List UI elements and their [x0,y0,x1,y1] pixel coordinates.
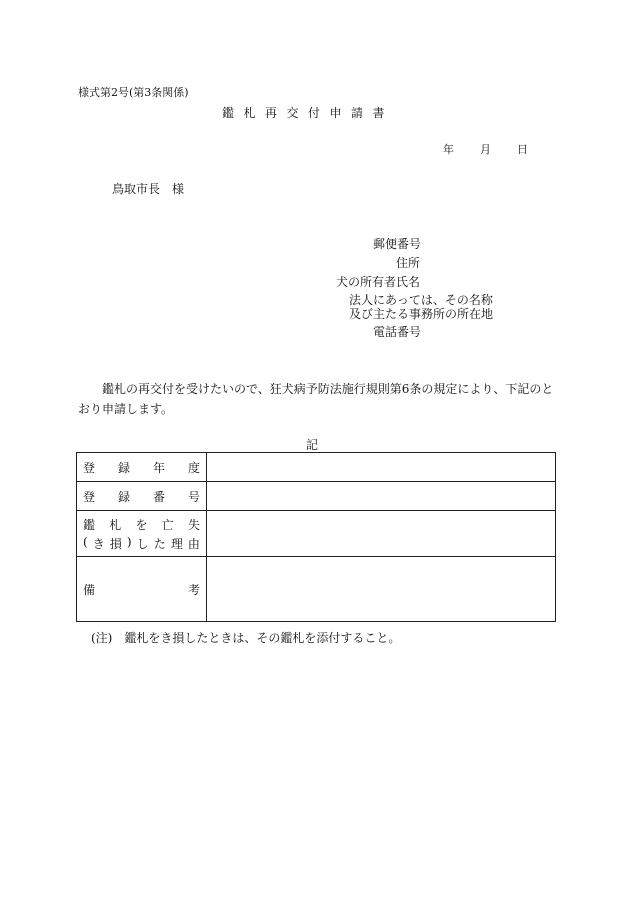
registration-number-label [77,482,207,511]
application-statement: 鑑札の再交付を受けたいので、狂犬病予防法施行規則第6条の規定により、下記のとおり申請します。 [78,382,554,416]
label-char: 理 [170,536,183,551]
phone-label: 電話番号 [373,325,422,339]
ki-heading: 記 [306,438,319,452]
footnote: (注) 鑑札をき損したときは、その鑑札を添付すること。 [91,631,401,645]
table-row [77,453,556,482]
label-char: 損 [109,536,122,551]
label-char: 登 [83,460,96,475]
owner-name-label: 犬の所有者氏名 [336,275,421,289]
label-char: 年 [152,460,165,475]
label-char: 失 [187,517,200,532]
label-char: 号 [187,489,200,504]
table-row [77,511,556,557]
document-title: 鑑札再交付申請書 [222,106,395,120]
remarks-field[interactable] [207,557,556,622]
label-char: ( [83,534,88,549]
address-label: 住所 [396,256,421,270]
label-char: 録 [117,489,130,504]
table-row [77,557,556,622]
label-char: た [153,536,166,551]
remarks-label [77,557,207,622]
registration-year-label [77,453,207,482]
label-char: し [136,536,149,551]
label-char: 番 [152,489,165,504]
table-row [77,482,556,511]
registration-year-field[interactable] [207,453,556,482]
label-char: 録 [117,460,130,475]
label-char: き [92,536,105,551]
label-char: 考 [187,583,200,597]
label-char: 登 [83,489,96,504]
addressee: 鳥取市長 様 [112,182,185,196]
date-line [443,141,528,157]
label-char: を [135,517,148,532]
loss-reason-field[interactable] [207,511,556,557]
postal-code-label: 郵便番号 [373,237,422,251]
label-char: 札 [109,517,122,532]
label-char: 鑑 [83,517,96,532]
registration-number-field[interactable] [207,482,556,511]
label-char: 由 [187,536,200,551]
label-char: 度 [187,460,200,475]
loss-reason-label [77,511,207,557]
record-table [76,452,556,622]
corporation-office-label: 及び主たる事務所の所在地 [349,307,494,321]
label-char: 亡 [161,517,174,532]
date-day: 日 [517,143,528,156]
form-number: 様式第2号(第3条関係) [78,86,189,99]
label-char: ) [126,534,132,549]
corporation-name-label: 法人にあっては、その名称 [349,293,493,307]
date-month: 月 [480,143,491,156]
date-year: 年 [443,143,454,156]
label-char: 備 [83,583,96,597]
